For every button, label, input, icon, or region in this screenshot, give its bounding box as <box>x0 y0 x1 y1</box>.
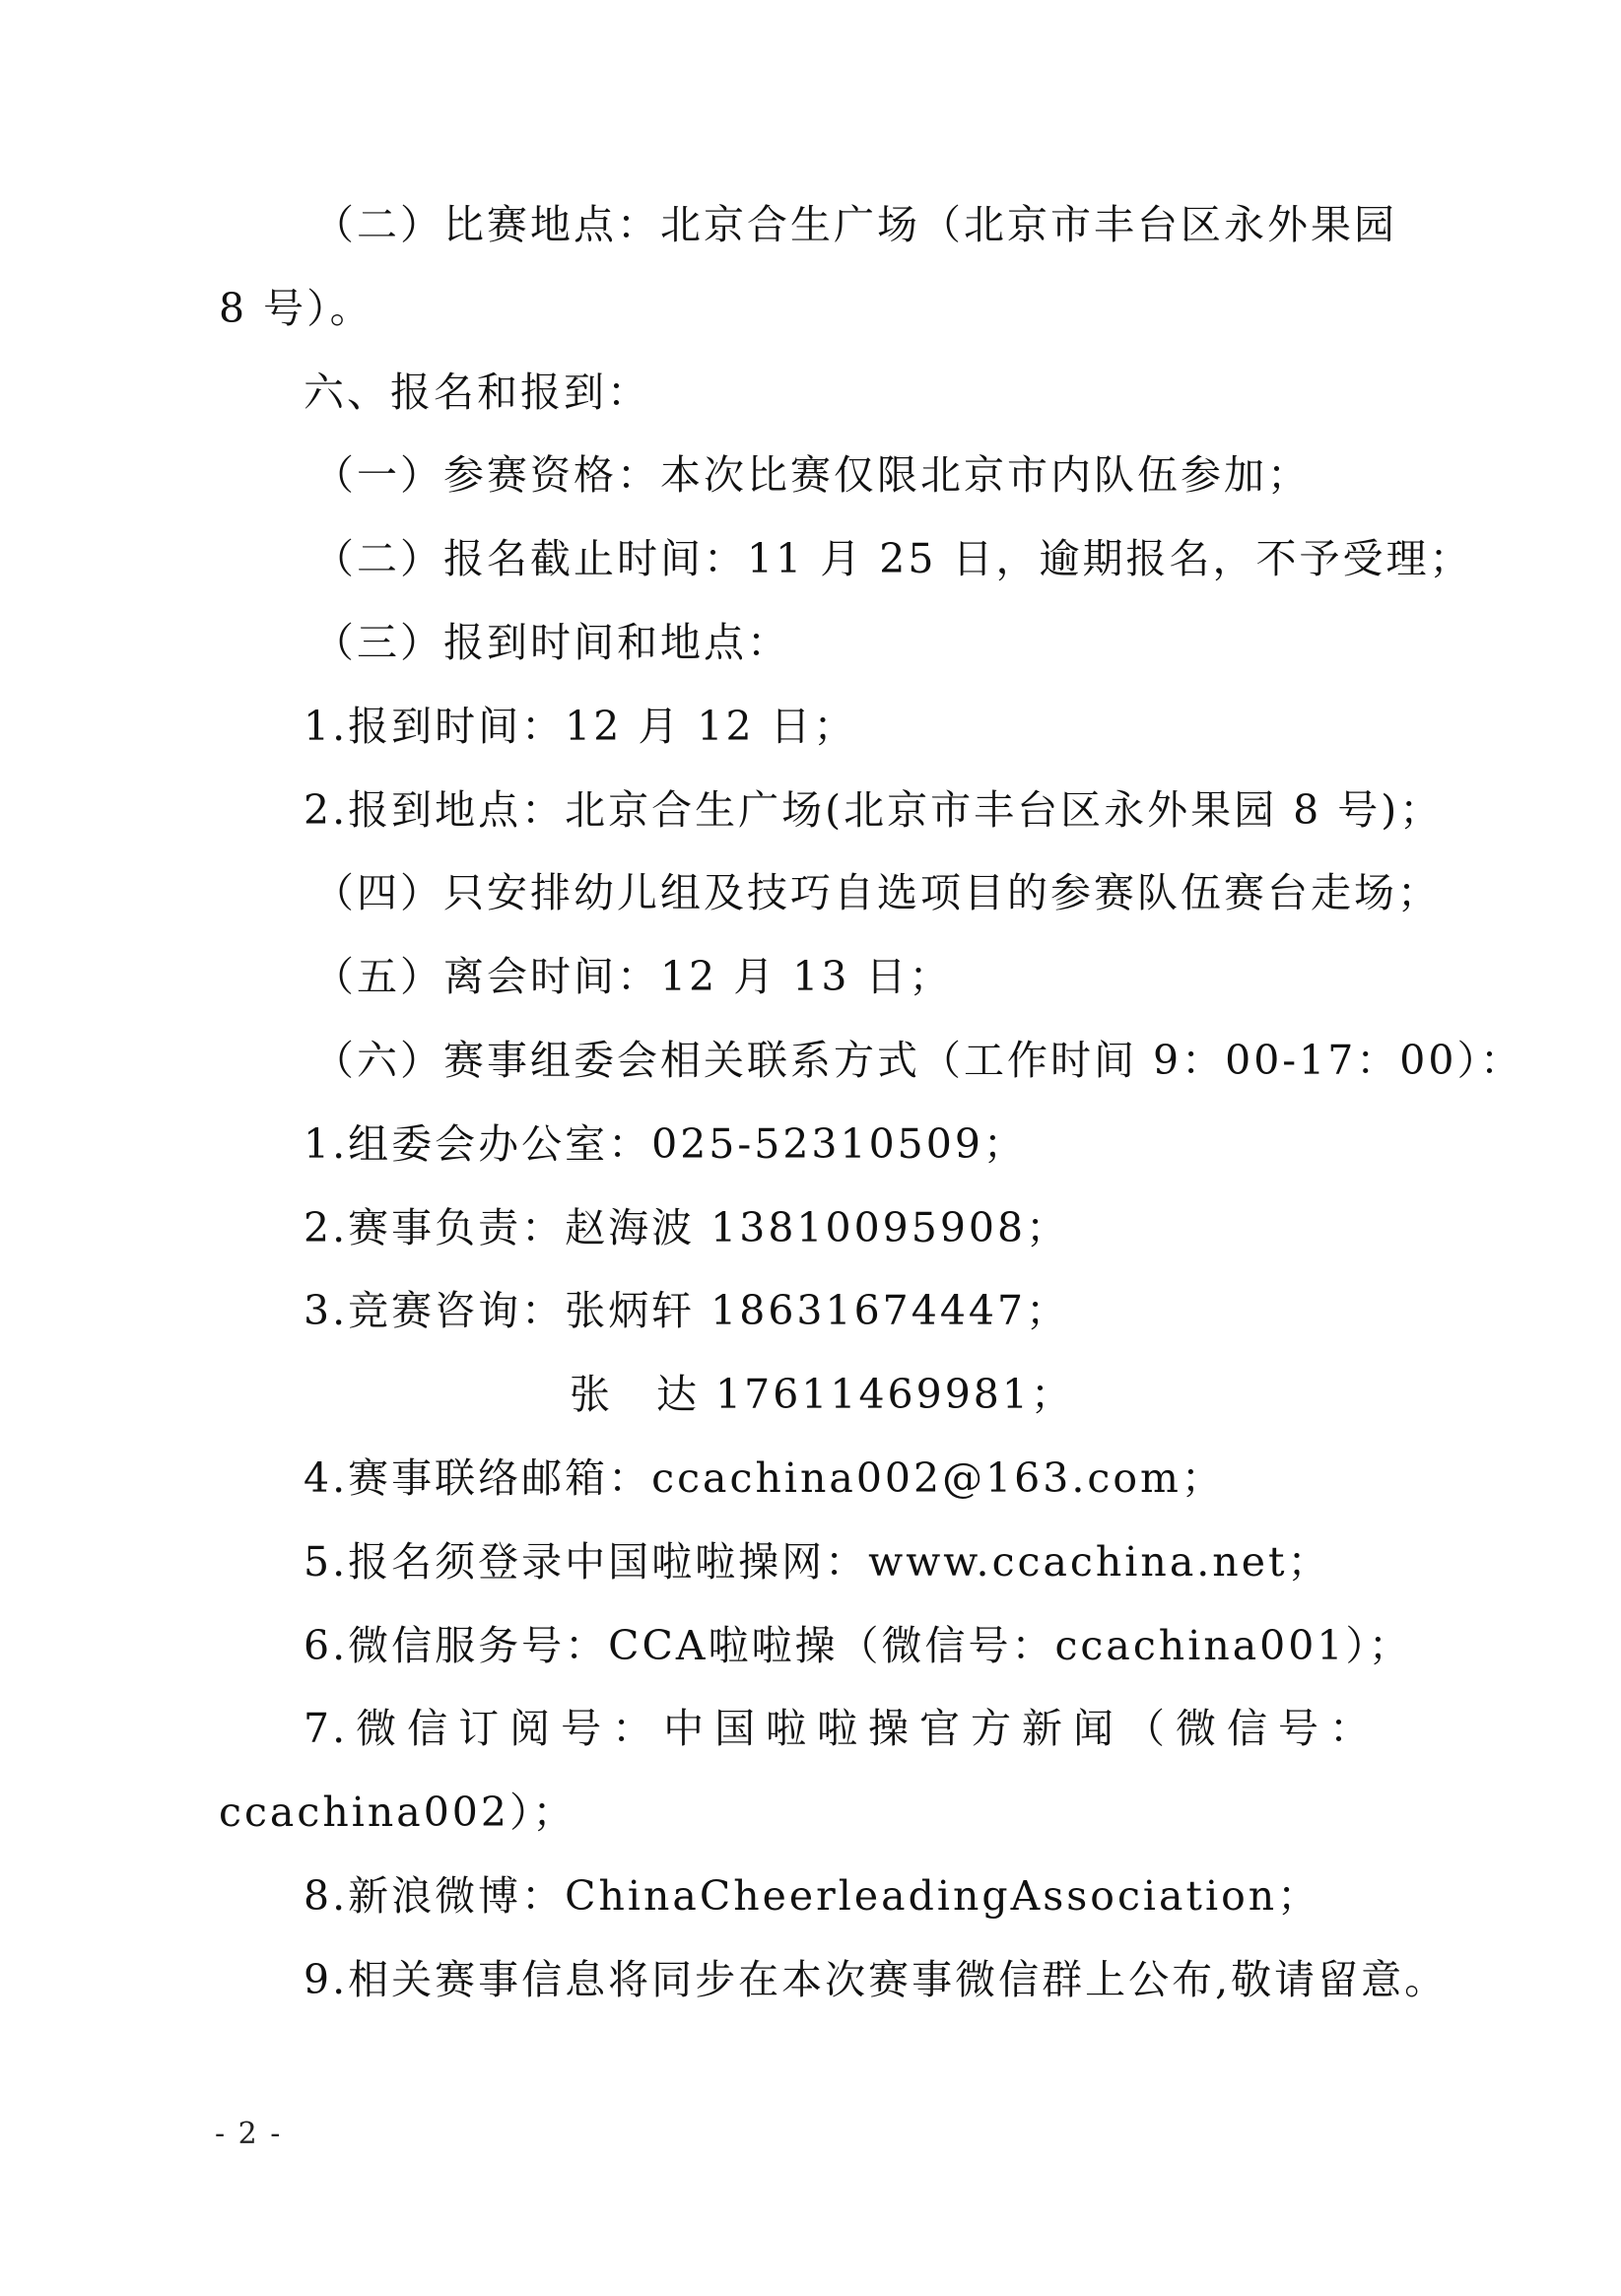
weibo-line: 8.新浪微博：ChinaCheerleadingAssociation； <box>304 1872 1321 1920</box>
deadline-line: （二）报名截止时间：11 月 25 日，逾期报名，不予受理； <box>313 535 1473 582</box>
page-number: - 2 - <box>215 2117 283 2151</box>
checkin-heading: （三）报到时间和地点： <box>313 619 790 666</box>
competition-inquiry-line: 3.竞赛咨询：张炳轩 18631674447； <box>304 1287 1070 1334</box>
event-lead-line: 2.赛事负责：赵海波 13810095908； <box>304 1204 1070 1251</box>
walkthrough-line: （四）只安排幼儿组及技巧自选项目的参赛队伍赛台走场； <box>313 869 1441 916</box>
competition-inquiry-line-2: 张 达 17611469981； <box>570 1371 1074 1418</box>
email-line: 4.赛事联络邮箱：ccachina002@163.com； <box>304 1454 1225 1502</box>
office-phone-line: 1.组委会办公室：025-52310509； <box>304 1120 1027 1168</box>
wechat-subscription-line-cont: ccachina002）； <box>219 1789 576 1836</box>
contact-heading: （六）赛事组委会相关联系方式（工作时间 9：00-17：00）： <box>313 1037 1523 1084</box>
checkin-time-line: 1.报到时间：12 月 12 日； <box>304 703 857 750</box>
eligibility-line: （一）参赛资格：本次比赛仅限北京市内队伍参加； <box>313 451 1311 499</box>
departure-line: （五）离会时间：12 月 13 日； <box>313 953 953 1000</box>
notice-line: 9.相关赛事信息将同步在本次赛事微信群上公布,敬请留意。 <box>304 1956 1449 2003</box>
wechat-service-line: 6.微信服务号：CCA啦啦操（微信号：ccachina001）； <box>304 1622 1412 1669</box>
section-heading-registration: 六、报名和报到： <box>304 369 650 416</box>
website-line: 5.报名须登录中国啦啦操网：www.ccachina.net； <box>304 1538 1331 1586</box>
checkin-place-line: 2.报到地点：北京合生广场(北京市丰台区永外果园 8 号)； <box>304 786 1444 834</box>
wechat-subscription-line: 7.微信订阅号：中国啦啦操官方新闻（微信号： <box>304 1705 1373 1752</box>
venue-line: （二）比赛地点：北京合生广场（北京市丰台区永外果园 <box>313 201 1397 248</box>
venue-line-cont: 8 号）。 <box>219 285 373 332</box>
